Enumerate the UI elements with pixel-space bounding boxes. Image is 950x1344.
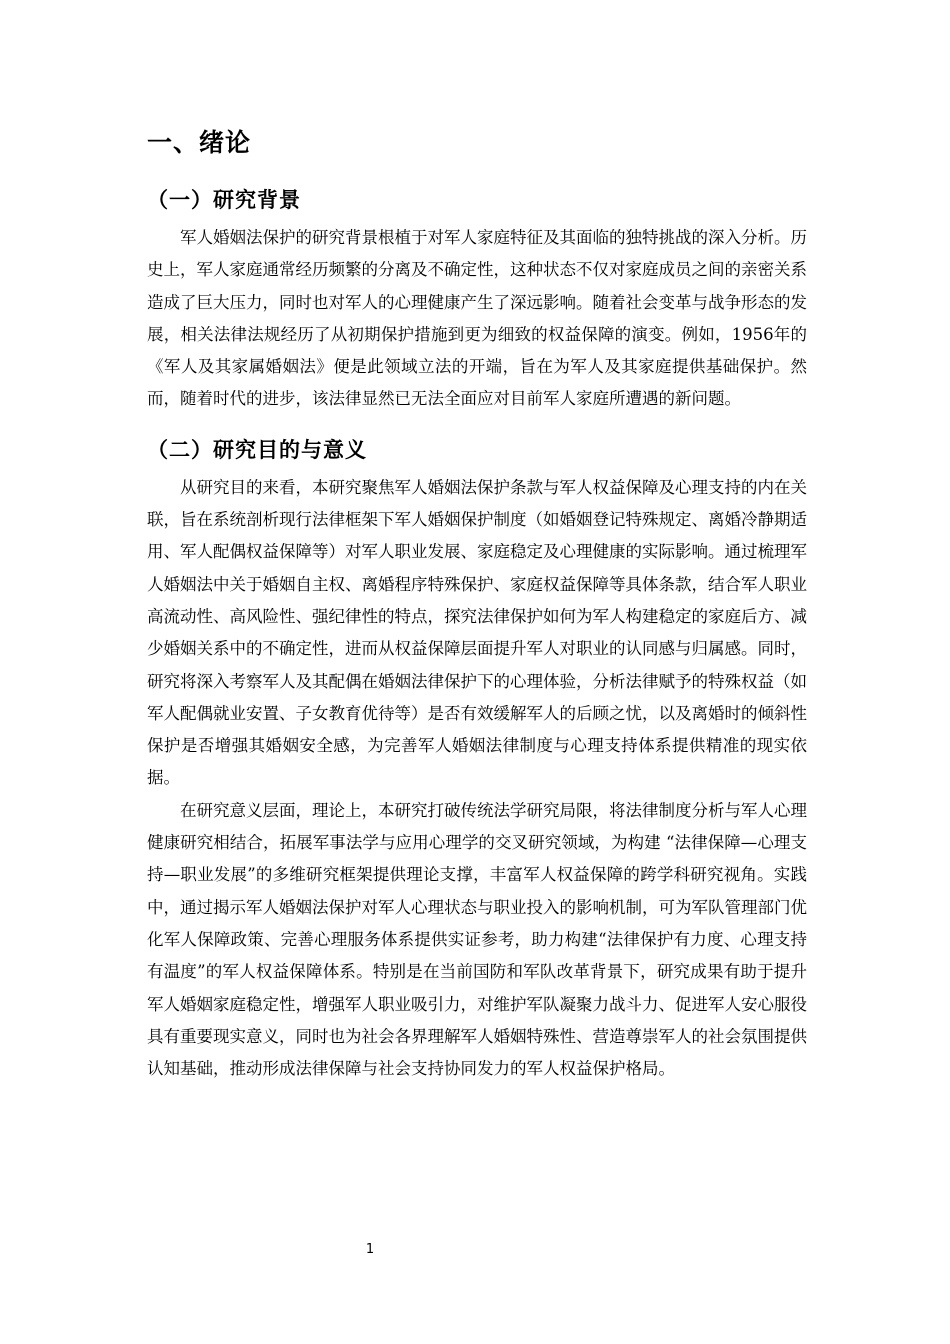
body-paragraph: 从研究目的来看，本研究聚焦军人婚姻法保护条款与军人权益保障及心理支持的内在关联，旨在系统剖析现行法律框架下军人婚姻保护制度（如婚姻登记特殊规定、离婚冷静期适用、军人配偶权益保障等）对军人职业发展、家庭稳定及心理健康的实际影响。通过梳理军人婚姻法中关于婚姻自主权、离婚程序特殊保护、家庭权益保障等具体条款，结合军人职业高流动性、高风险性、强纪律性的特点，探究法律保护如何为军人构建稳定的家庭后方、减少婚姻关系中的不确定性，进而从权益保障层面提升军人对职业的认同感与归属感。同时，研究将深入考察军人及其配偶在婚姻法律保护下的心理体验，分析法律赋予的特殊权益（如军人配偶就业安置、子女教育优待等）是否有效缓解军人的后顾之忧，以及离婚时的倾斜性保护是否增强其婚姻安全感，为完善军人婚姻法律制度与心理支持体系提供精准的现实依据。 — [147, 477, 807, 788]
page-number: 1 — [365, 1242, 375, 1257]
section-background — [147, 178, 807, 416]
section-title: （二）研究目的与意义 — [147, 437, 367, 462]
body-paragraph: 在研究意义层面，理论上，本研究打破传统法学研究局限，将法律制度分析与军人心理健康研究相结合，拓展军事法学与应用心理学的交叉研究领域，为构建 “法律保障—心理支持—职业发展”的多维研究框架提供理论支撑，丰富军人权益保障的跨学科研究视角。实践中，通过揭示军人婚姻法保护对军人心理状态与职业投入的影响机制，可为军队管理部门优化军人保障政策、完善心理服务体系提供实证参考，助力构建“法律保护有力度、心理支持有温度”的军人权益保障体系。特别是在当前国防和军队改革背景下，研究成果有助于提升军人婚姻家庭稳定性，增强军人职业吸引力，对维护军队凝聚力战斗力、促进军人安心服役具有重要现实意义，同时也为社会各界理解军人婚姻特殊性、营造尊崇军人的社会氛围提供认知基础，推动形成法律保障与社会支持协同发力的军人权益保护格局。 — [147, 800, 807, 1079]
chapter-heading: 一、绪论 — [147, 128, 252, 157]
section-purpose-significance — [147, 428, 807, 1086]
page-content — [147, 120, 807, 1085]
body-paragraph: 军人婚姻法保护的研究背景根植于对军人家庭特征及其面临的独特挑战的深入分析。历史上，军人家庭通常经历频繁的分离及不确定性，这种状态不仅对家庭成员之间的亲密关系造成了巨大压力，同时也对军人的心理健康产生了深远影响。随着社会变革与战争形态的发展，相关法律法规经历了从初期保护措施到更为细致的权益保障的演变。例如，1956年的《军人及其家属婚姻法》便是此领域立法的开端，旨在为军人及其家庭提供基础保护。然而，随着时代的进步，该法律显然已无法全面应对目前军人家庭所遭遇的新问题。 — [147, 228, 807, 409]
section-title: （一）研究背景 — [147, 188, 301, 212]
